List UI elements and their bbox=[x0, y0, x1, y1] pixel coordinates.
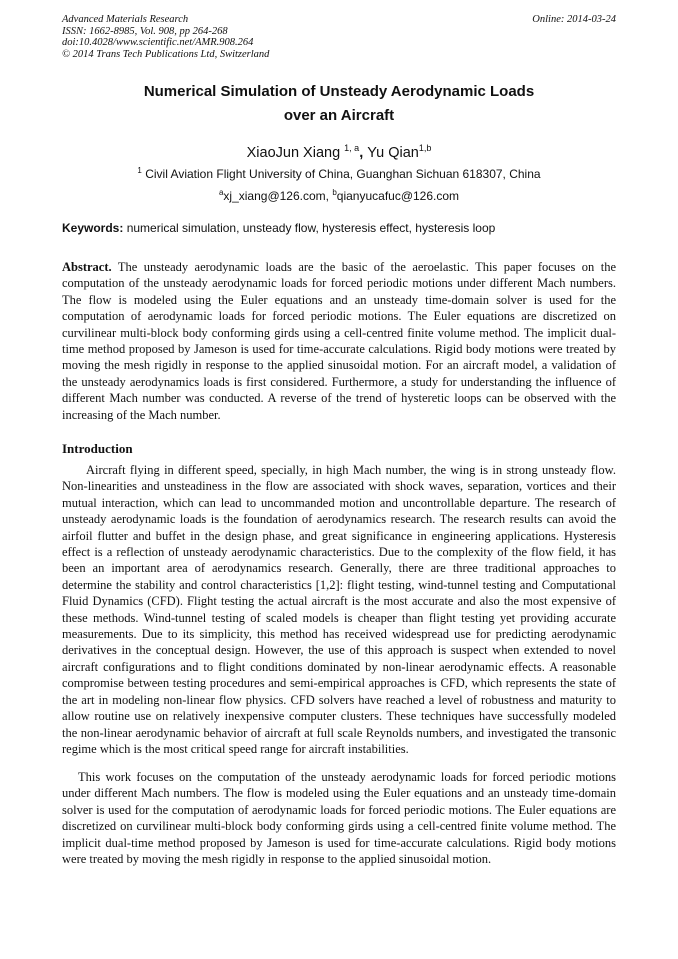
abstract-label: Abstract. bbox=[62, 260, 112, 274]
section-heading-introduction: Introduction bbox=[62, 441, 133, 456]
journal-copyright: © 2014 Trans Tech Publications Ltd, Switzerland bbox=[62, 48, 270, 60]
journal-name: Advanced Materials Research bbox=[62, 14, 189, 25]
paper-title bbox=[62, 80, 616, 128]
introduction-paragraph-2: This work focuses on the computation of the unsteady aerodynamic loads for forced periodic motions under different Mach numbers. The flow is modeled using the Euler equations and an unsteady time-domain solver is used for the computation of aerodynamic loads for forced periodic motions. The Euler equations are discretized on curvilinear multi-block body conforming girds using a cell-centred finite volume method. The implicit dual-time method proposed by Jameson is used for time-accurate calculations. Rigid body motions were treated by moving the mesh rigidly in response to the applied sinusoidal motion. bbox=[62, 770, 616, 867]
author-1-superscript: 1, a bbox=[344, 143, 360, 153]
affiliation-superscript: 1 bbox=[137, 166, 142, 175]
abstract-text: The unsteady aerodynamic loads are the basic of the aeroelastic. This paper focuses on the computation of the unsteady aerodynamic loads for forced periodic motions under different Mach numbers. The flow is modeled using the Euler equations and an unsteady time-domain solver is used for the computation of aerodynamic loads for forced periodic motions. The Euler equations are discretized on curvilinear multi-block body conforming girds using a cell-centred finite volume method. The implicit dual-time method proposed by Jameson is used for time-accurate calculations. Rigid body motions were treated by moving the mesh rigidly in response to the applied sinusoidal motion. For an aircraft model, a validation of the unsteady aerodynamics loads is first considered. Furthermore, a study for understanding the influence of different Mach number was conducted. A reverse of the trend of hysteretic loops can be observed with the increasing of the Mach number. bbox=[62, 260, 616, 422]
email-b-superscript: b bbox=[332, 188, 337, 197]
email-a-superscript: a bbox=[218, 188, 224, 197]
affiliation bbox=[62, 163, 616, 182]
online-date: Online: 2014-03-24 bbox=[532, 14, 616, 25]
author-name-2: Yu Qian bbox=[367, 145, 419, 161]
keywords-label: Keywords: bbox=[62, 221, 124, 235]
keywords-text: numerical simulation, unsteady flow, hysteresis effect, hysteresis loop bbox=[126, 221, 496, 235]
journal-doi: doi:10.4028/www.scientific.net/AMR.908.264 bbox=[62, 37, 254, 48]
author-separator: , bbox=[359, 145, 368, 161]
author-list bbox=[62, 139, 616, 162]
abstract-paragraph bbox=[62, 259, 616, 423]
paper-title-line-2: over an Aircraft bbox=[283, 107, 395, 124]
paper-title-line-1: Numerical Simulation of Unsteady Aerodynamic Loads bbox=[143, 83, 535, 100]
author-emails bbox=[62, 185, 616, 204]
author-name-1: XiaoJun Xiang bbox=[246, 145, 341, 161]
keywords-line bbox=[62, 220, 616, 236]
affiliation-text: Civil Aviation Flight University of China, Guanghan Sichuan 618307, China bbox=[145, 167, 541, 181]
author-2-superscript: 1,b bbox=[418, 143, 432, 153]
introduction-paragraph-1: Aircraft flying in different speed, specially, in high Mach number, the wing is in strong unsteady flow. Non-linearities and unsteadiness in the flow are associated with shock waves, separation, vortices and their mutual interaction, which can lead to uncommanded motion and uncontrollable departure. The research of unsteady aerodynamic loads is the foundation of aerodynamics research. The research results can avoid the airfoil flutter and buffet in the design phase, and great significance in engineering applications. Hysteresis effect is a reflection of unsteady aerodynamic characteristics. Due to the complexity of the flow field, it has been an important area of aerodynamics research. Generally, there are three traditional approaches to determine the stability and control characteristics [1,2]: flight testing, wind-tunnel testing and Computational Fluid Dynamics (CFD). Flight testing the actual aircraft is the most accurate and also the most expensive of these methods. Wind-tunnel testing of scaled models is cheaper than flight testing yet providing accurate measurements. Due to its simplicity, this method has received widespread use for predicting aerodynamic derivatives in the conceptual design. However, the use of this approach is suspect when extended to novel aircraft configurations and to flight conditions dominated by non-linear aerodynamic effects. A reasonable compromise between testing procedures and semi-empirical approaches is CFD, which represents the state of the art in modeling non-linear flow physics. CFD solvers have reached a level of robustness and maturity to allow routine use on relatively inexpensive computer clusters. These techniques have successfully modeled the non-linear aerodynamic behavior of aircraft at full scale Reynolds numbers, and investigated the transonic regime which is the most critical speed range for aircraft instabilities. bbox=[62, 463, 616, 756]
email-a-link[interactable]: xj_xiang@126.com, bbox=[223, 189, 333, 203]
email-b-link[interactable]: qianyucafuc@126.com bbox=[336, 189, 460, 203]
journal-header bbox=[62, 14, 616, 60]
journal-issn: ISSN: 1662-8985, Vol. 908, pp 264-268 bbox=[62, 25, 228, 37]
